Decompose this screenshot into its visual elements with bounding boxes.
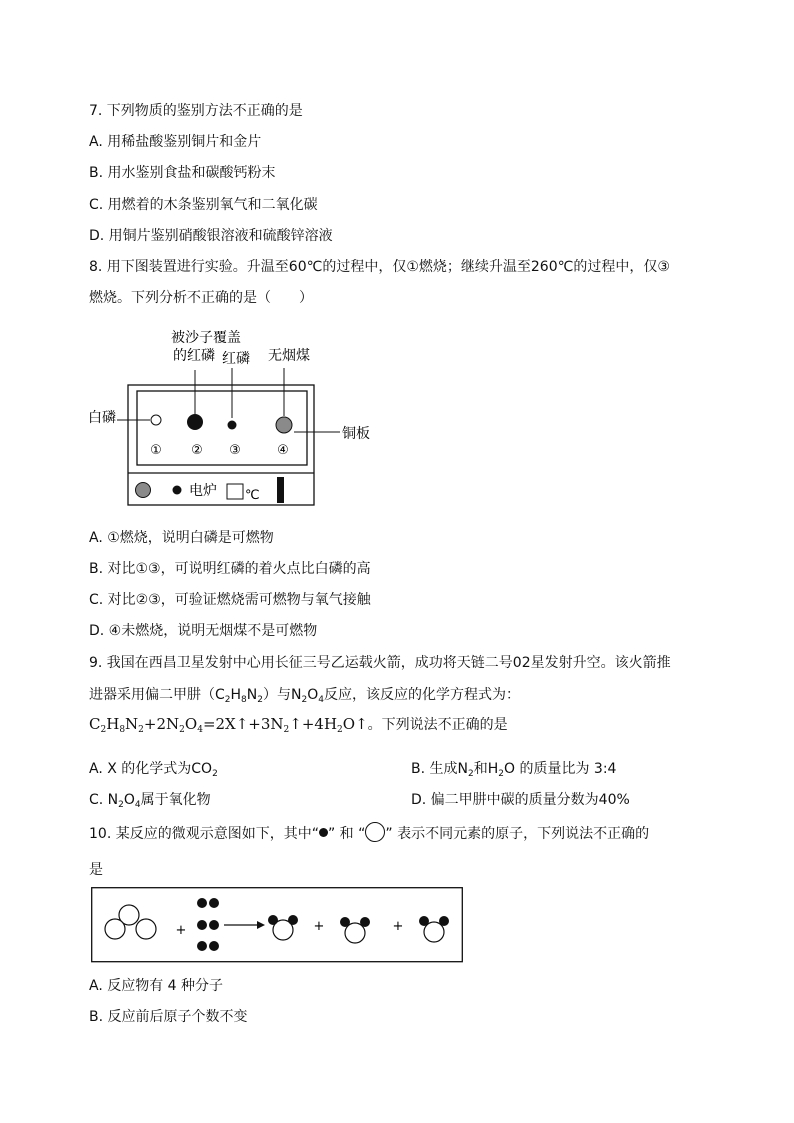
marker-2: ② (191, 443, 203, 458)
temperature-display (227, 484, 243, 499)
anthracite (276, 417, 292, 433)
marker-1: ① (150, 443, 162, 458)
chemical-equation: $C_2H_8N_2+2N_2O_4=2X↑+3N_2↑+4H_2O↑$ (89, 715, 368, 735)
temperature-unit: ℃ (245, 488, 260, 503)
q8-option-a: A. ①燃烧，说明白磷是可燃物 (89, 530, 274, 546)
q10-option-b: B. 反应前后原子个数不变 (89, 1009, 248, 1025)
q9-option-c: C. $N_2O_4$属于氧化物 (89, 792, 211, 810)
q8-apparatus-figure (86, 322, 386, 512)
sand-covered-red-phosphorus (187, 414, 203, 430)
q7-option-a: A. 用稀盐酸鉴别铜片和金片 (89, 134, 262, 150)
plus-sign-3: + (392, 919, 404, 934)
black-atom-icon (319, 828, 328, 837)
label-copper-plate: 铜板 (342, 426, 370, 442)
label-red-phosphorus: 红磷 (222, 351, 250, 367)
furnace-label: 电炉 (189, 483, 217, 499)
udmh-formula: $C_2H_8N_2$ (215, 687, 263, 705)
q7-option-d: D. 用铜片鉴别硝酸银溶液和硫酸锌溶液 (89, 228, 333, 244)
label-white-phosphorus: 白磷 (88, 410, 116, 426)
label-sand-covered-1: 被沙子覆盖 (171, 330, 241, 346)
marker-4: ④ (277, 443, 289, 458)
q10-option-a: A. 反应物有 4 种分子 (89, 978, 224, 994)
plus-sign-1: + (175, 923, 187, 938)
furnace-switch (277, 477, 284, 503)
label-anthracite: 无烟煤 (268, 348, 310, 364)
q8-option-c: C. 对比②③，可验证燃烧需可燃物与氧气接触 (89, 592, 371, 608)
product-molecule-2 (340, 917, 370, 943)
q8-stem-line2: 燃烧。下列分析不正确的是（ ） (89, 290, 313, 306)
label-sand-covered-2: 的红磷 (173, 348, 215, 364)
plus-sign-2: + (313, 919, 325, 934)
marker-3: ③ (229, 443, 241, 458)
q7-option-c: C. 用燃着的木条鉴别氧气和二氧化碳 (89, 197, 318, 213)
furnace-knob-icon (136, 483, 151, 498)
q8-option-d: D. ④未燃烧，说明无烟煤不是可燃物 (89, 623, 318, 639)
q10-reaction-diagram (91, 887, 463, 963)
q7-stem: 7. 下列物质的鉴别方法不正确的是 (89, 103, 303, 119)
white-phosphorus (151, 415, 161, 425)
q8-option-b: B. 对比①③，可说明红磷的着火点比白磷的高 (89, 561, 371, 577)
q9-equation: $C_2H_8N_2+2N_2O_4=2X↑+3N_2↑+4H_2O↑$。下列说法不正确的是 (89, 715, 508, 735)
product-molecule-1 (268, 915, 298, 940)
reaction-arrow-icon (224, 921, 265, 929)
q9-stem-line1: 9. 我国在西昌卫星发射中心用长征三号乙运载火箭，成功将天链二号02星发射升空。该火箭推 (89, 655, 671, 671)
q8-stem-line1: 8. 用下图装置进行实验。升温至60℃的过程中，仅①燃烧；继续升温至260℃的过程中，仅③ (89, 259, 670, 275)
q9-option-d: D. 偏二甲肼中碳的质量分数为40% (411, 792, 630, 808)
q9-stem-line2: 进器采用偏二甲肼$(C_2H_8N_2)$与$N_2O_4$反应，该反应的化学方程式为： (89, 687, 520, 705)
white-atom-icon (365, 822, 385, 842)
reactant-white-molecule (105, 905, 156, 939)
q9-option-a: A. X 的化学式为$CO_2$ (89, 761, 218, 779)
q9-option-b: B. 生成$N_2$和$H_2O$ 的质量比为 3:4 (411, 761, 617, 779)
reactant-black-molecules (197, 898, 219, 951)
product-molecule-3 (419, 916, 449, 942)
furnace-indicator-icon (173, 486, 182, 495)
red-phosphorus (228, 421, 237, 430)
q10-stem-line1: 10. 某反应的微观示意图如下，其中“ ” 和 “ ” 表示不同元素的原子，下列说法不正确的 (89, 822, 649, 843)
q7-option-b: B. 用水鉴别食盐和碳酸钙粉末 (89, 165, 276, 181)
q10-stem-line2: 是 (89, 862, 103, 878)
